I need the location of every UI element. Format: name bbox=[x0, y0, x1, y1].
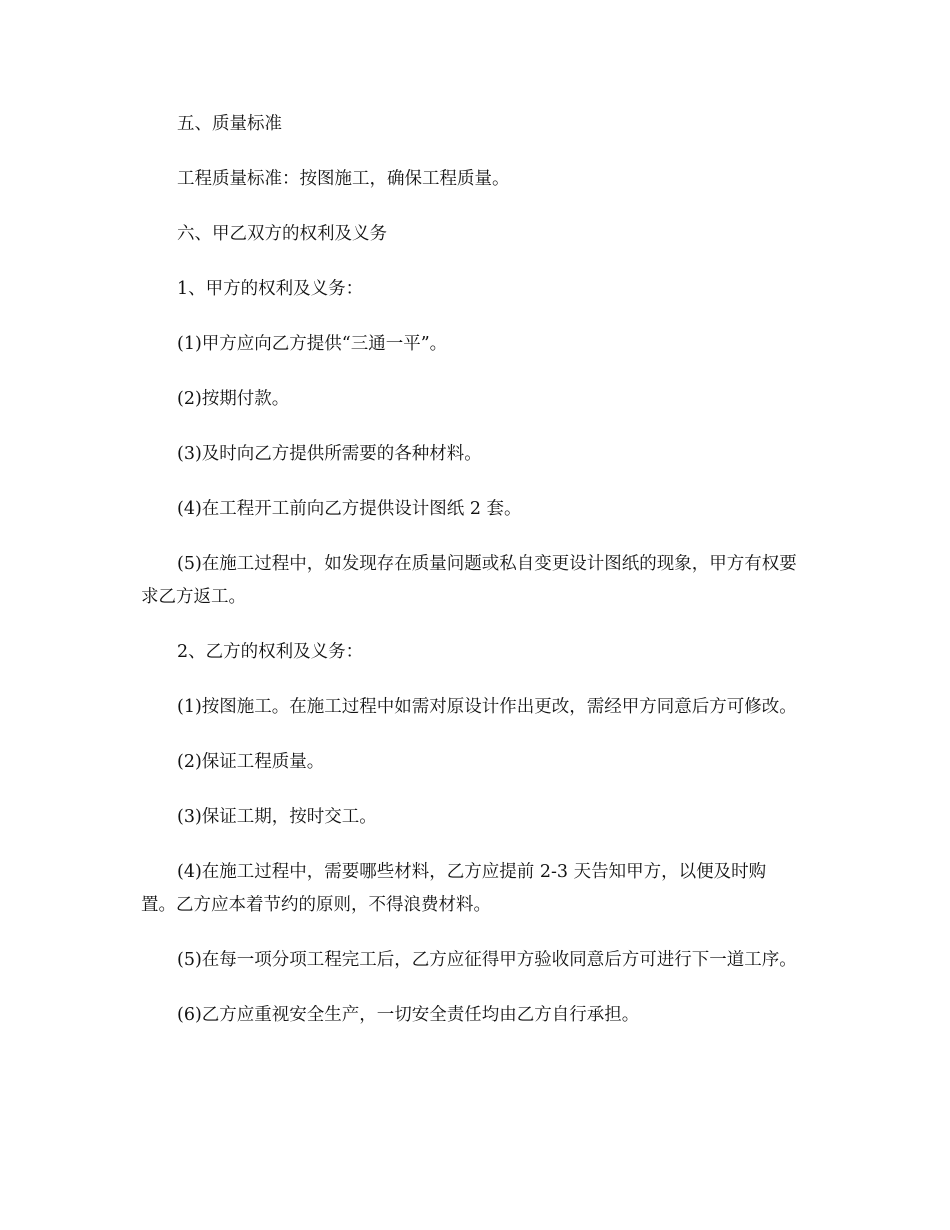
party-a-item-1: (1)甲方应向乙方提供“三通一平”。 bbox=[177, 334, 448, 354]
document-body bbox=[141, 108, 801, 1054]
party-b-item-3: (3)保证工期，按时交工。 bbox=[177, 807, 377, 827]
party-b-item-1: (1)按图施工。在施工过程中如需对原设计作出更改，需经甲方同意后方可修改。 bbox=[177, 697, 797, 717]
party-b-item-2: (2)保证工程质量。 bbox=[177, 752, 325, 772]
party-b-item-6: (6)乙方应重视安全生产，一切安全责任均由乙方自行承担。 bbox=[177, 1005, 640, 1025]
party-a-item-3: (3)及时向乙方提供所需要的各种材料。 bbox=[177, 444, 482, 464]
party-b-item-4: (4)在施工过程中，需要哪些材料，乙方应提前 2-3 天告知甲方，以便及时购置。乙方应本着节约的原则，不得浪费材料。 bbox=[141, 862, 767, 915]
paragraph-quality-standard: 工程质量标准：按图施工，确保工程质量。 bbox=[177, 169, 510, 189]
section-heading-quality: 五、质量标准 bbox=[177, 114, 282, 134]
party-a-item-2: (2)按期付款。 bbox=[177, 389, 290, 409]
subheading-party-b: 2、乙方的权利及义务： bbox=[177, 642, 364, 662]
section-heading-rights: 六、甲乙双方的权利及义务 bbox=[177, 224, 387, 244]
subheading-party-a: 1、甲方的权利及义务： bbox=[177, 279, 364, 299]
party-b-item-5: (5)在每一项分项工程完工后，乙方应征得甲方验收同意后方可进行下一道工序。 bbox=[177, 950, 797, 970]
party-a-item-5: (5)在施工过程中，如发现存在质量问题或私自变更设计图纸的现象，甲方有权要求乙方返工。 bbox=[141, 554, 797, 607]
party-a-item-4: (4)在工程开工前向乙方提供设计图纸 2 套。 bbox=[177, 499, 522, 519]
